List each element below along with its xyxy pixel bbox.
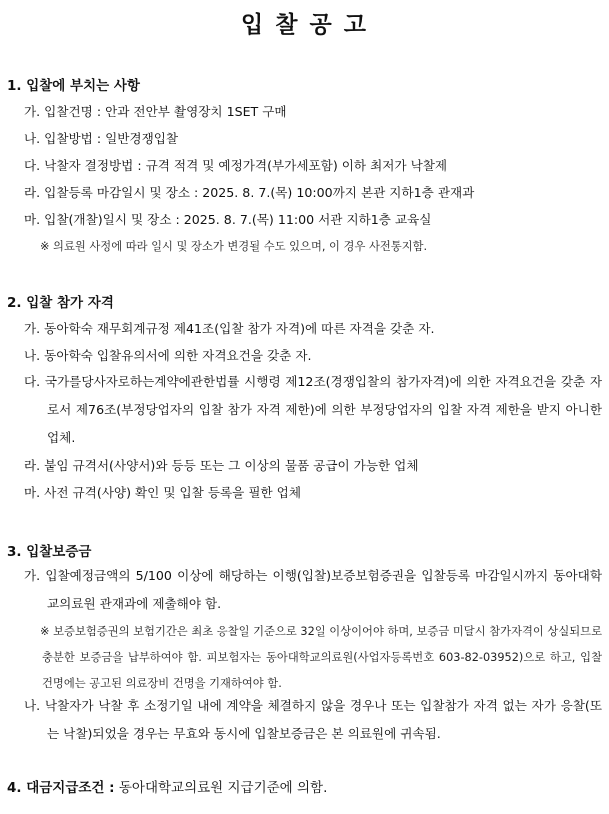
section-2-item-ga: 가. 동아학숙 재무회계규정 제41조(입찰 참가 자격)에 따른 자격을 갖춘 자.	[24, 321, 435, 336]
section-1-note: ※ 의료원 사정에 따라 일시 및 장소가 변경될 수도 있으며, 이 경우 사전통지함.	[40, 240, 428, 253]
section-1-heading: 1. 입찰에 부치는 사항	[7, 78, 140, 94]
section-4-heading	[7, 776, 327, 796]
section-1-item-da: 다. 낙찰자 결정방법 : 규격 적격 및 예정가격(부가세포함) 이하 최저가 낙찰제	[24, 158, 448, 173]
section-1-item-ma: 마. 입찰(개찰)일시 및 장소 : 2025. 8. 7.(목) 11:00 서관 지하1층 교육실	[24, 212, 432, 227]
page-title: 입 찰 공 고	[241, 12, 368, 38]
section-3-note: ※ 보증보험증권의 보험기간은 최초 응찰일 기준으로 32일 이상이어야 하며, 보증금 미달시 참가자격이 상실되므로 충분한 보증금을 납부하여야 함. 피보험자는 동아대학교의료원(사업자등록번호 603-82-03952)으로 하고, 입찰건명에는 공고된 의료장비 건명을 기재하여야 함.	[40, 625, 602, 690]
section-2-heading: 2. 입찰 참가 자격	[7, 295, 114, 311]
section-1-item-ga: 가. 입찰건명 : 안과 전안부 촬영장치 1SET 구매	[24, 104, 287, 119]
section-2-item-ma: 마. 사전 규격(사양) 확인 및 입찰 등록을 필한 업체	[24, 485, 302, 500]
section-1-item-na: 나. 입찰방법 : 일반경쟁입찰	[24, 131, 179, 146]
section-4-text: 동아대학교의료원 지급기준에 의함.	[114, 780, 328, 796]
section-2-item-na: 나. 동아학숙 입찰유의서에 의한 자격요건을 갖춘 자.	[24, 348, 312, 363]
section-2-item-da: 다. 국가를당사자로하는계약에관한법률 시행령 제12조(경쟁입찰의 참가자격)에 의한 자격요건을 갖춘 자로서 제76조(부정당업자의 입찰 참가 자격 제한)에 의한 부정당업자의 입찰 자격 제한을 받지 아니한 업체.	[24, 374, 602, 445]
section-4-heading-label: 4. 대금지급조건 :	[7, 780, 115, 796]
section-3-item-na: 나. 낙찰자가 낙찰 후 소정기일 내에 계약을 체결하지 않을 경우나 또는 입찰참가 자격 없는 자가 응찰(또는 낙찰)되었을 경우는 무효와 동시에 입찰보증금은 본 의료원에 귀속됨.	[24, 698, 602, 741]
section-3-item-ga: 가. 입찰예정금액의 5/100 이상에 해당하는 이행(입찰)보증보험증권을 입찰등록 마감일시까지 동아대학교의료원 관재과에 제출해야 함.	[24, 568, 602, 611]
section-1-item-ra: 라. 입찰등록 마감일시 및 장소 : 2025. 8. 7.(목) 10:00까지 본관 지하1층 관재과	[24, 185, 475, 200]
section-2-item-ra: 라. 붙임 규격서(사양서)와 등등 또는 그 이상의 물품 공급이 가능한 업체	[24, 458, 419, 473]
section-3-heading: 3. 입찰보증금	[7, 544, 92, 560]
